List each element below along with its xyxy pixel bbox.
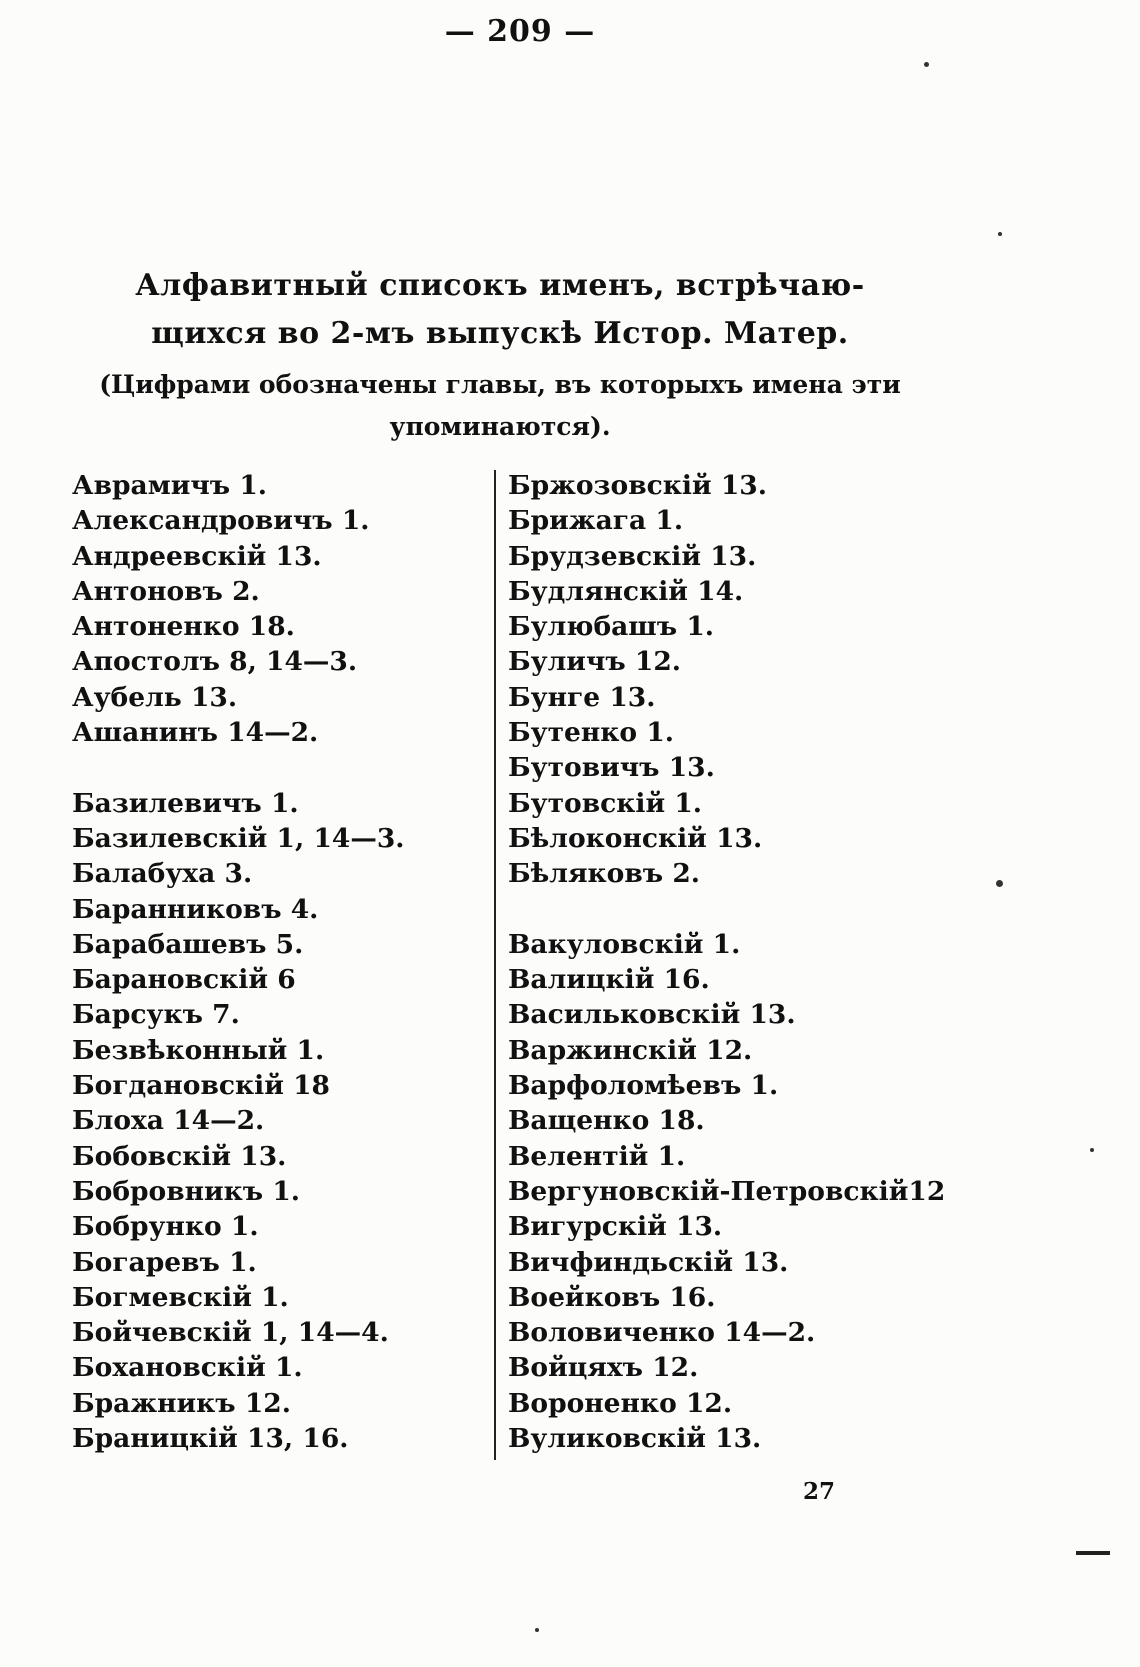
index-entry: Бражникъ 12. [72, 1387, 291, 1419]
index-entry: Будлянскій 14. [508, 575, 744, 607]
note-line-1: (Цифрами обозначены главы, въ которыхъ имена эти [99, 370, 901, 399]
index-entry: Булюбашъ 1. [508, 611, 715, 643]
index-entry: Брижага 1. [508, 505, 684, 537]
index-entry: Андреевскій 13. [72, 540, 322, 572]
index-entry: Варфоломѣевъ 1. [508, 1070, 779, 1102]
title-note [60, 364, 940, 448]
index-entry: Ашанинъ 14—2. [72, 717, 319, 749]
index-entry: Антоновъ 2. [72, 575, 260, 607]
index-entry: Барановскій 6 [72, 964, 296, 996]
index-entry: Вуликовскій 13. [508, 1423, 762, 1455]
index-entry: Барсукъ 7. [72, 999, 240, 1031]
paper-speck [535, 1628, 539, 1632]
title-line-1: Алфавитный списокъ именъ, встрѣчаю- [135, 268, 865, 303]
index-entry: Бойчевскій 1, 14—4. [72, 1317, 389, 1349]
index-entry: Вороненко 12. [508, 1387, 733, 1419]
index-column-right [508, 468, 945, 1456]
index-entry: Балабуха 3. [72, 858, 253, 890]
index-entry: Апостолъ 8, 14—3. [72, 646, 358, 678]
page-title [60, 262, 940, 358]
index-entry: Бутовскій 1. [508, 787, 703, 819]
index-entry: Вергуновскій-Петровскій12 [508, 1175, 946, 1207]
index-entry: Аврамичъ 1. [72, 470, 267, 501]
paper-speck [996, 880, 1003, 887]
index-entry: Базилевскій 1, 14—3. [72, 822, 405, 854]
index-entry: Воейковъ 16. [508, 1281, 716, 1313]
index-entry: Барабашевъ 5. [72, 928, 304, 960]
paper-speck [1090, 1148, 1094, 1152]
index-entry: Аубель 13. [72, 681, 238, 713]
note-line-2: упоминаются). [389, 412, 611, 441]
index-entry: Богдановскій 18 [72, 1070, 330, 1102]
paper-speck [924, 62, 929, 67]
letter-group-gap [72, 750, 405, 785]
index-entry: Ващенко 18. [508, 1105, 705, 1137]
index-entry: Бобовскій 13. [72, 1140, 287, 1172]
index-entry: Бутенко 1. [508, 717, 674, 749]
index-entry: Валицкій 16. [508, 964, 710, 996]
index-column-left [72, 468, 405, 1456]
index-entry: Буличъ 12. [508, 646, 682, 678]
index-entry: Базилевичъ 1. [72, 787, 299, 819]
index-entry: Александровичъ 1. [72, 505, 370, 537]
index-entry: Блоха 14—2. [72, 1105, 265, 1137]
index-entry: Бунге 13. [508, 681, 656, 713]
index-entry: Варжинскій 12. [508, 1034, 753, 1066]
index-entry: Бохановскій 1. [72, 1352, 303, 1384]
page-number: — 209 — [444, 14, 596, 49]
index-entry: Антоненко 18. [72, 611, 295, 643]
index-entry: Безвѣконный 1. [72, 1034, 325, 1066]
index-entry: Богаревъ 1. [72, 1246, 257, 1278]
margin-dash [1076, 1551, 1110, 1555]
index-entry: Войцяхъ 12. [508, 1352, 699, 1384]
printer-signature: 27 [803, 1478, 836, 1505]
index-entry: Вигурскій 13. [508, 1211, 723, 1243]
index-entry: Богмевскій 1. [72, 1281, 289, 1313]
index-entry: Бобрунко 1. [72, 1211, 259, 1243]
title-line-2: щихся во 2-мъ выпускѣ Истор. Матер. [151, 316, 849, 351]
index-entry: Брудзевскій 13. [508, 540, 757, 572]
index-entry: Бутовичъ 13. [508, 752, 715, 784]
index-entry: Васильковскій 13. [508, 999, 796, 1031]
index-entry: Браницкій 13, 16. [72, 1423, 349, 1455]
paper-speck [998, 232, 1002, 236]
index-entry: Баранниковъ 4. [72, 893, 319, 925]
column-divider [494, 470, 496, 1460]
index-entry: Бобровникъ 1. [72, 1175, 301, 1207]
index-entry: Бѣлоконскій 13. [508, 822, 763, 854]
index-entry: Вичфиндьскій 13. [508, 1246, 789, 1278]
index-entry: Воловиченко 14—2. [508, 1317, 816, 1349]
index-entry: Вакуловскій 1. [508, 928, 741, 960]
index-entry: Бѣляковъ 2. [508, 858, 700, 890]
letter-group-gap [508, 892, 945, 927]
index-entry: Бржозовскій 13. [508, 470, 767, 501]
index-entry: Велентій 1. [508, 1140, 686, 1172]
